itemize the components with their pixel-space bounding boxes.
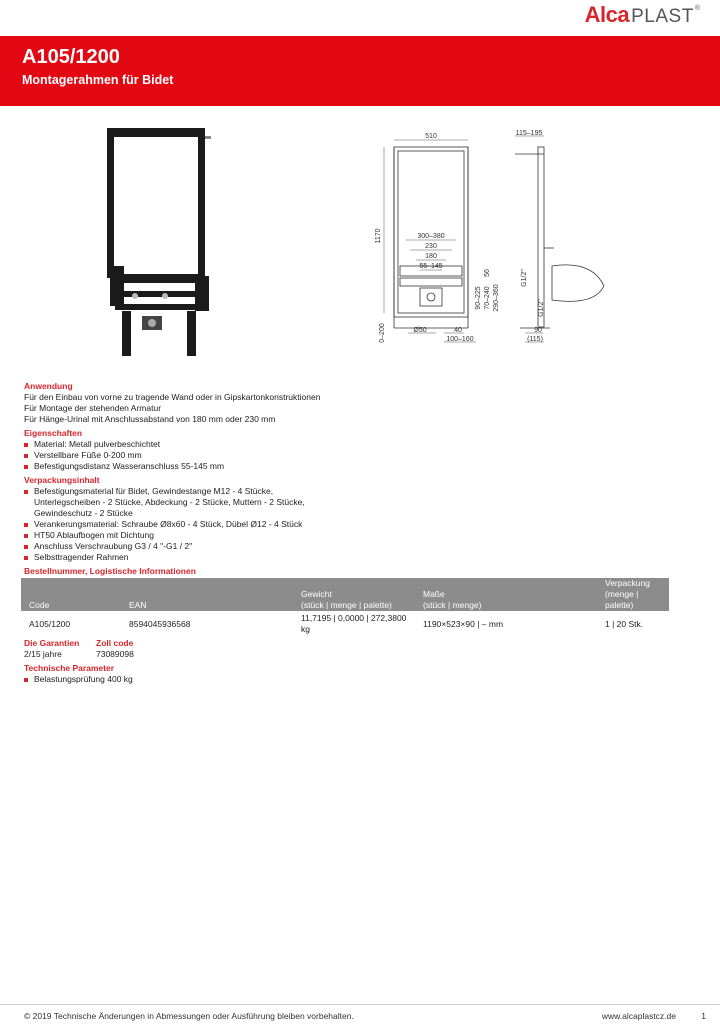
eigenschaften-item: Material: Metall pulverbeschichtet [24, 439, 696, 450]
eigenschaften-item: Verstellbare Füße 0-200 mm [24, 450, 696, 461]
table-row [21, 611, 669, 635]
garantien-value: 2/15 jahre [24, 649, 62, 659]
dim-115: (115) [527, 336, 543, 343]
logo-registered: ® [694, 5, 700, 12]
dim-300-380: 300–380 [417, 233, 445, 240]
dim-height: 1170 [375, 228, 382, 244]
dim-290-360: 290–360 [493, 284, 500, 312]
header-banner [0, 36, 720, 106]
anwendung-line: Für Montage der stehenden Armatur [24, 403, 162, 413]
anwendung-line: Für den Einbau von vorne zu tragende Wand oder in Gipskartonkonstruktionen [24, 392, 321, 402]
dim-width: 510 [425, 133, 437, 140]
table-cell: 1190×523×90 | – mm [423, 618, 504, 629]
footer-copyright: © 2019 Technische Änderungen in Abmessungen oder Ausführung bleiben vorbehalten. [24, 1011, 354, 1021]
zollcode-title: Zoll code [96, 638, 134, 648]
dim-depth: 115–195 [515, 130, 543, 137]
dim-100-160: 100–160 [446, 336, 474, 343]
table-cell: 11,7195 | 0,0000 | 272,3800 kg [301, 613, 407, 634]
verpackungsinhalt-title: Verpackungsinhalt [24, 475, 100, 485]
table-header: EAN [121, 578, 293, 611]
logo-plast: PLAST [631, 6, 694, 27]
table-cell: A105/1200 [29, 618, 71, 629]
brand-logo [585, 2, 700, 26]
page-number: 1 [701, 1011, 706, 1021]
product-subtitle: Montagerahmen für Bidet [22, 73, 174, 87]
technische-title: Technische Parameter [24, 663, 115, 673]
logo-alca: Alca [584, 2, 630, 27]
anwendung-title: Anwendung [24, 381, 73, 391]
table-header: Maße (stück | menge) [415, 578, 597, 611]
zollcode-value: 73089098 [96, 649, 134, 659]
table-header: Code [21, 578, 121, 611]
product-photo [95, 126, 220, 358]
dim-230: 230 [425, 243, 437, 250]
table-header-row [21, 578, 669, 611]
verpackungsinhalt-item: Verankerungsmaterial: Schraube Ø8x60 - 4 Stück, Dübel Ø12 - 4 Stück [24, 519, 696, 530]
verpackungsinhalt-item: Selbsttragender Rahmen [24, 552, 696, 563]
anwendung-line: Für Hänge-Urinal mit Anschlussabstand von 180 mm oder 230 mm [24, 414, 276, 424]
table-cell: 1 | 20 Stk. [605, 618, 644, 629]
page-footer [0, 1004, 720, 1028]
footer-website-link[interactable]: www.alcaplastcz.de [601, 1011, 676, 1021]
product-code: A105/1200 [22, 46, 120, 68]
dim-180: 180 [425, 253, 437, 260]
logistik-title: Bestellnummer, Logistische Informationen [24, 566, 196, 576]
verpackungsinhalt-item: HT50 Ablaufbogen mit Dichtung [24, 530, 696, 541]
technische-item: Belastungsprüfung 400 kg [24, 674, 696, 685]
dim-40: 40 [454, 327, 462, 334]
table-header: Gewicht (stück | menge | palette) [293, 578, 415, 611]
dim-90: 90 [534, 327, 542, 334]
verpackungsinhalt-item: Anschluss Verschraubung G3 / 4 "-G1 / 2" [24, 541, 696, 552]
dim-70-240: 70–240 [484, 286, 491, 310]
dim-55-145: 55–145 [419, 263, 443, 270]
dim-d50: Ø50 [413, 327, 427, 334]
table-header: Verpackung (menge | palette) [597, 578, 669, 611]
dim-g12-a: G1/2" [521, 269, 528, 287]
product-details [24, 381, 696, 685]
warranty-block [24, 638, 696, 660]
dim-g12-b: G1/2" [538, 299, 545, 317]
verpackungsinhalt-item: Befestigungsmaterial für Bidet, Gewindestange M12 - 4 Stücke, Unterlegscheiben - 2 Stücke, Abdeckung - 2 Stücke, Muttern - 2 Stücke, Gewindeschutz - 2 Stücke [24, 486, 324, 519]
dim-90-225: 90–225 [475, 286, 482, 310]
garantien-title: Die Garantien [24, 638, 80, 648]
technical-drawing [360, 128, 605, 353]
dim-foot: 0–200 [379, 323, 386, 343]
eigenschaften-item: Befestigungsdistanz Wasseranschluss 55-145 mm [24, 461, 696, 472]
logistics-table [21, 578, 669, 635]
dim-56: 56 [484, 269, 491, 277]
eigenschaften-title: Eigenschaften [24, 428, 83, 438]
table-cell: 8594045936568 [129, 618, 191, 629]
